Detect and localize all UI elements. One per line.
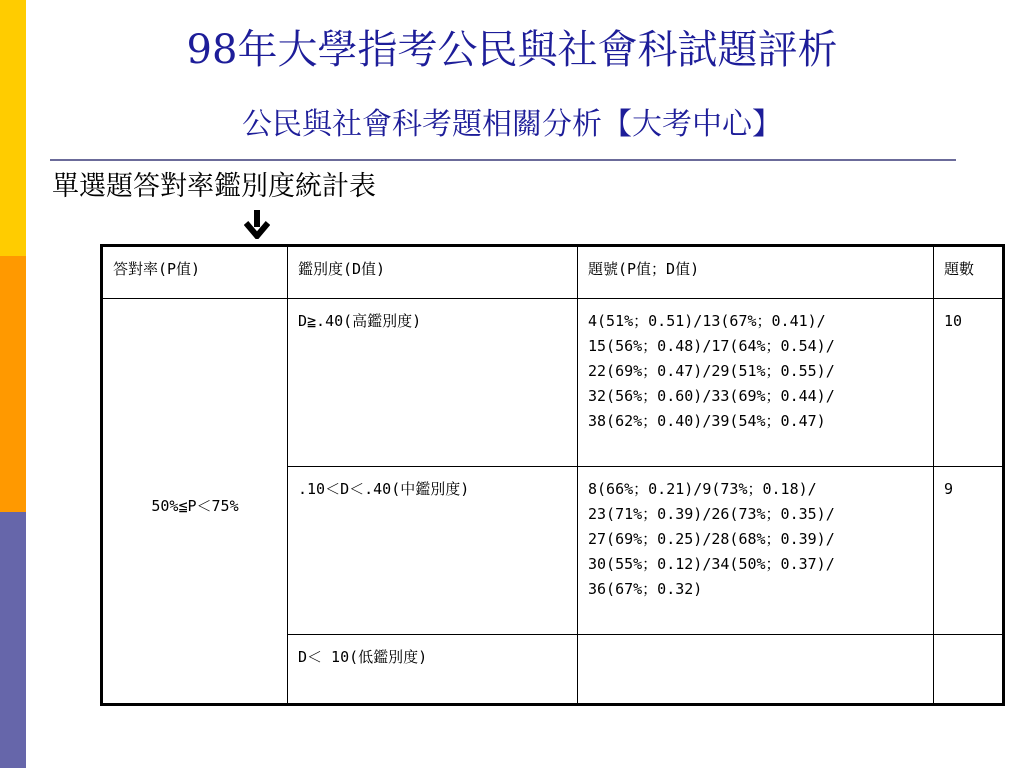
discrimination-cell: .10＜D＜.40(中鑑別度): [288, 467, 578, 635]
item-line: 32(56%；0.60)/33(69%；0.44)/: [588, 387, 835, 405]
discrimination-cell: D≧.40(高鑑別度): [288, 299, 578, 467]
table-row-high: [102, 299, 1004, 467]
count-cell: 9: [934, 467, 1004, 635]
count-cell: 10: [934, 299, 1004, 467]
item-line: 8(66%；0.21)/9(73%；0.18)/: [588, 480, 817, 498]
arrow-down-icon: [244, 209, 270, 239]
title-divider: [50, 159, 956, 161]
stats-table: [100, 244, 1005, 706]
item-line: 30(55%；0.12)/34(50%；0.37)/: [588, 555, 835, 573]
item-line: 22(69%；0.47)/29(51%；0.55)/: [588, 362, 835, 380]
item-line: 36(67%；0.32): [588, 580, 703, 598]
item-line: 38(62%；0.40)/39(54%；0.47): [588, 412, 826, 430]
item-line: 23(71%；0.39)/26(73%；0.35)/: [588, 505, 835, 523]
slide-subtitle: 公民與社會科考題相關分析【大考中心】: [242, 107, 782, 142]
item-line: 15(56%；0.48)/17(64%；0.54)/: [588, 337, 835, 355]
item-list-cell: [578, 467, 934, 635]
accent-bar-orange: [0, 256, 26, 512]
header-cell-count: 題數: [934, 246, 1004, 299]
table-header-row: [102, 246, 1004, 299]
accent-bar-purple: [0, 512, 26, 768]
item-line: 4(51%；0.51)/13(67%；0.41)/: [588, 312, 826, 330]
header-cell-item-numbers: 題號(P值；D值): [578, 246, 934, 299]
header-cell-p-value: 答對率(P值): [102, 246, 288, 299]
section-heading: 單選題答對率鑑別度統計表: [52, 171, 376, 202]
p-range-cell: 50%≦P＜75%: [102, 299, 288, 705]
item-list-cell: [578, 635, 934, 705]
discrimination-cell: D＜ 10(低鑑別度): [288, 635, 578, 705]
count-cell: [934, 635, 1004, 705]
header-cell-d-value: 鑑別度(D值): [288, 246, 578, 299]
item-list-cell: [578, 299, 934, 467]
item-line: 27(69%；0.25)/28(68%；0.39)/: [588, 530, 835, 548]
slide-title: 98年大學指考公民與社會科試題評析: [186, 27, 838, 73]
